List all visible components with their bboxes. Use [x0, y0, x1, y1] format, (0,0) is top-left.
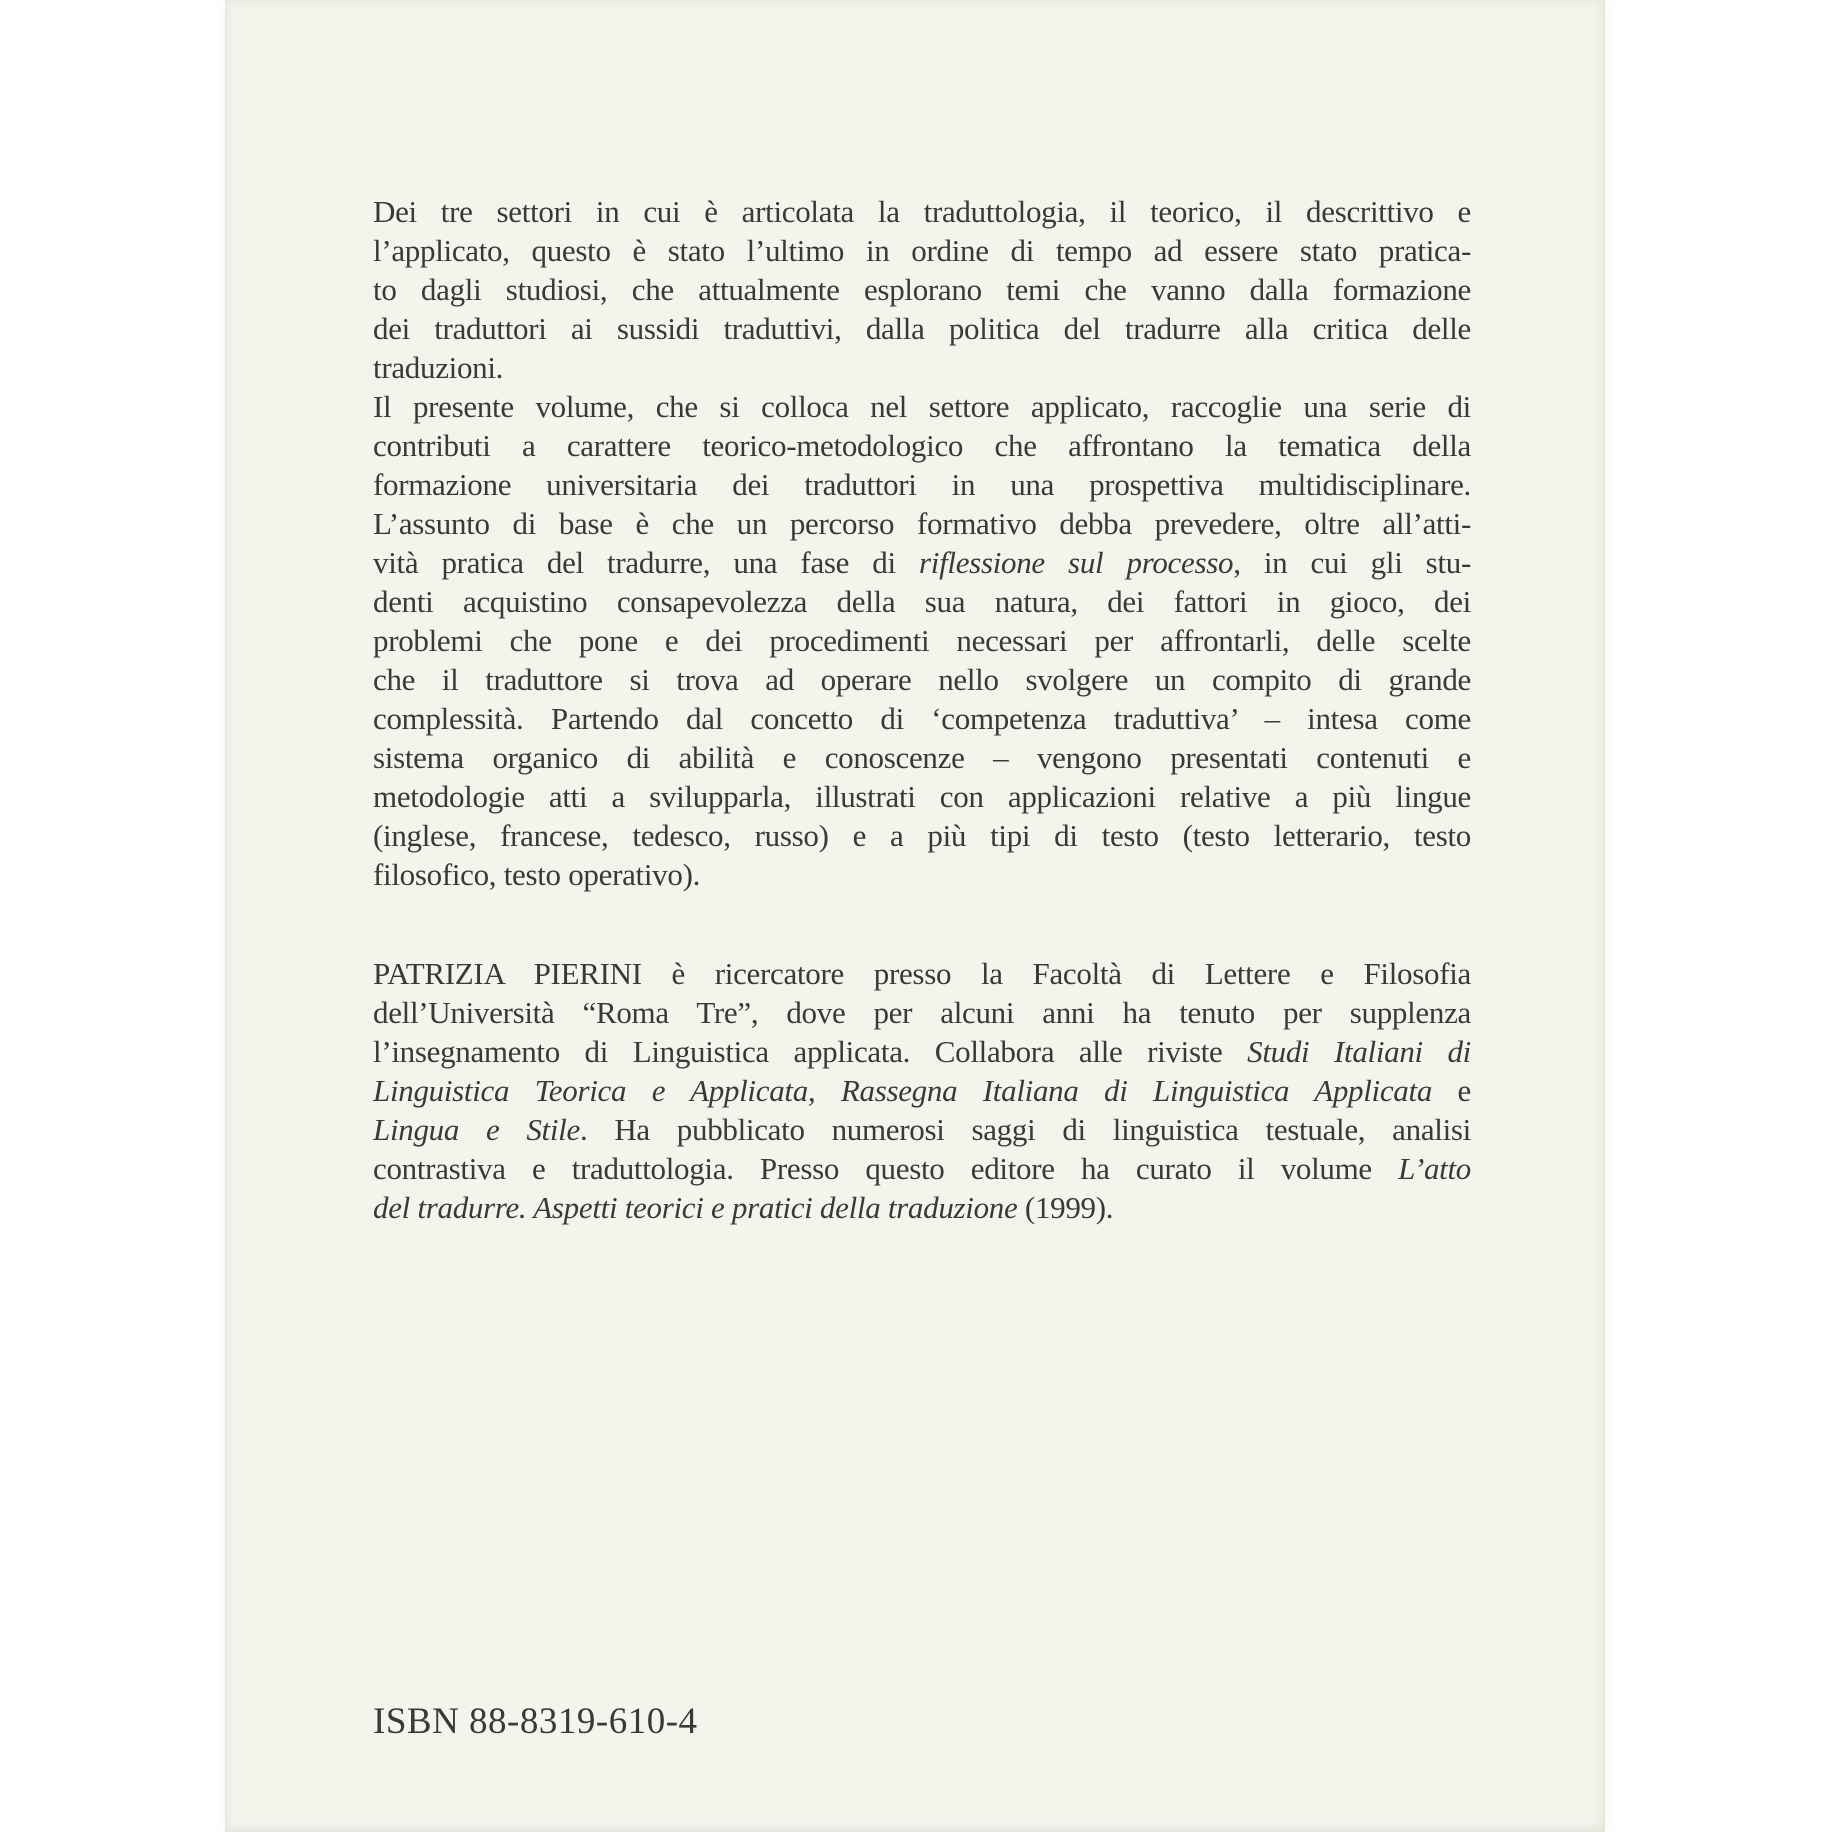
text-line: denti acquistino consapevolezza della sua natura, dei fattori in gioco, dei	[373, 584, 1471, 619]
text-line: PATRIZIA PIERINI è ricercatore presso la Facoltà di Lettere e Filosofia	[373, 956, 1471, 991]
text-line: dell’Università “Roma Tre”, dove per alcuni anni ha tenuto per supplenza	[373, 995, 1471, 1030]
text-line: traduzioni.	[373, 350, 504, 385]
text-line: Il presente volume, che si colloca nel settore applicato, raccoglie una serie di	[373, 389, 1471, 424]
author-bio-block	[373, 954, 1471, 1227]
text-line: del tradurre. Aspetti teorici e pratici della traduzione (1999).	[373, 1190, 1114, 1225]
text-line: Lingua e Stile. Ha pubblicato numerosi saggi di linguistica testuale, analisi	[373, 1112, 1471, 1147]
text-line: contrastiva e traduttologia. Presso questo editore ha curato il volume L’atto	[373, 1151, 1471, 1186]
text-line: contributi a carattere teorico-metodologico che affrontano la tematica della	[373, 428, 1471, 463]
text-line: Dei tre settori in cui è articolata la traduttologia, il teorico, il descrittivo e	[373, 194, 1471, 229]
blurb-text-block	[373, 192, 1471, 894]
text-line: metodologie atti a svilupparla, illustrati con applicazioni relative a più lingue	[373, 779, 1471, 814]
text-line: l’applicato, questo è stato l’ultimo in ordine di tempo ad essere stato pratica-	[373, 233, 1471, 268]
text-line: (inglese, francese, tedesco, russo) e a più tipi di testo (testo letterario, testo	[373, 818, 1471, 853]
text-line: l’insegnamento di Linguistica applicata. Collabora alle riviste Studi Italiani di	[373, 1034, 1471, 1069]
text-line: filosofico, testo operativo).	[373, 857, 701, 892]
text-line: L’assunto di base è che un percorso formativo debba prevedere, oltre all’atti-	[373, 506, 1471, 541]
text-line: Linguistica Teorica e Applicata, Rassegna Italiana di Linguistica Applicata e	[373, 1073, 1471, 1108]
isbn-label: ISBN 88-8319-610-4	[373, 1701, 698, 1742]
text-line: complessità. Partendo dal concetto di ‘competenza traduttiva’ – intesa come	[373, 701, 1471, 736]
text-line: che il traduttore si trova ad operare nello svolgere un compito di grande	[373, 662, 1471, 697]
text-line: formazione universitaria dei traduttori in una prospettiva multidisciplinare.	[373, 467, 1471, 502]
text-line: problemi che pone e dei procedimenti necessari per affrontarli, delle scelte	[373, 623, 1471, 658]
book-back-cover-page	[225, 0, 1605, 1832]
text-line: to dagli studiosi, che attualmente esplorano temi che vanno dalla formazione	[373, 272, 1471, 307]
text-line: vità pratica del tradurre, una fase di riflessione sul processo, in cui gli stu-	[373, 545, 1471, 580]
text-line: dei traduttori ai sussidi traduttivi, dalla politica del tradurre alla critica delle	[373, 311, 1471, 346]
text-line: sistema organico di abilità e conoscenze – vengono presentati contenuti e	[373, 740, 1471, 775]
